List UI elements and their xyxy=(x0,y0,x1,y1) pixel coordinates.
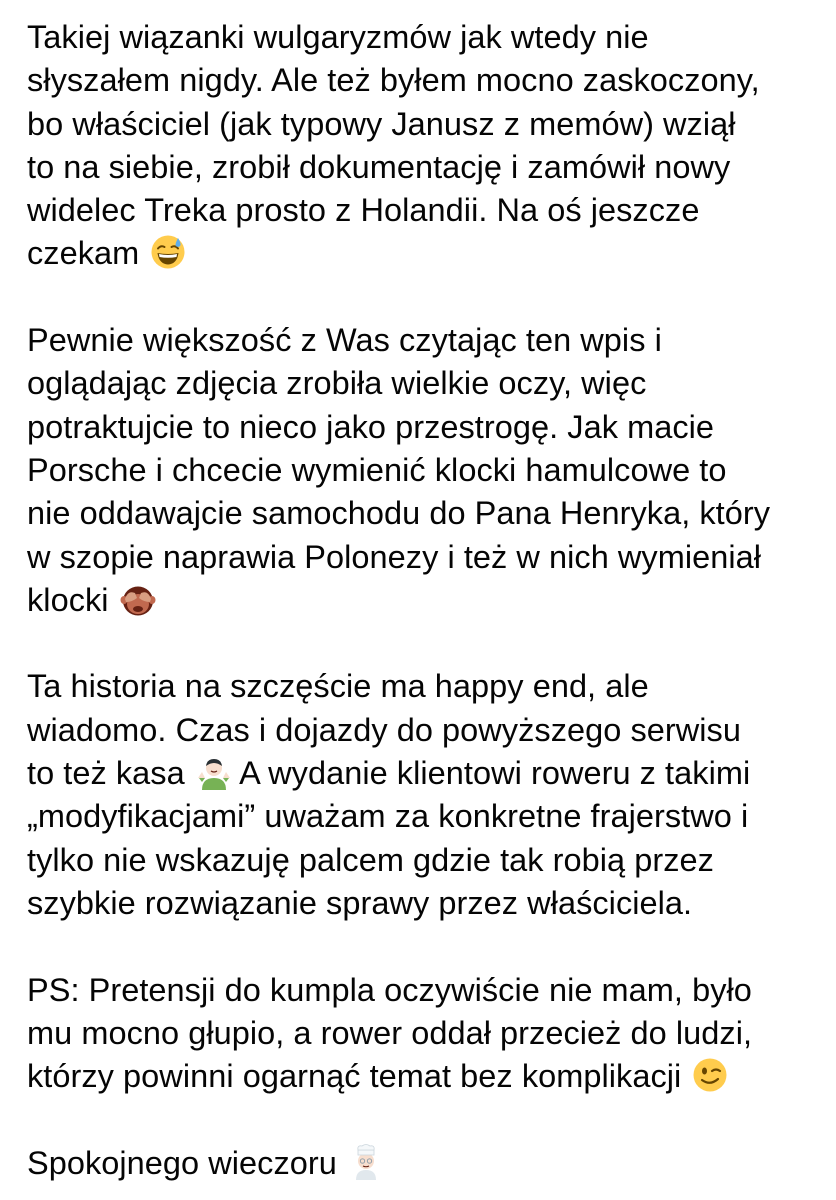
post-body xyxy=(27,16,827,1185)
paragraph-1 xyxy=(27,16,827,276)
text-line: w szopie naprawia Polonezy i też w nich wymieniał xyxy=(27,538,762,575)
winking-face-emoji xyxy=(692,1057,728,1093)
text-line: „modyfikacjami” uważam za konkretne frajerstwo i xyxy=(27,798,749,835)
text-line: PS: Pretensji do kumpla oczywiście nie mam, było xyxy=(27,971,752,1008)
text-line-with-emoji xyxy=(27,1142,827,1185)
paragraph-4 xyxy=(27,969,827,1099)
paragraph-2 xyxy=(27,319,827,622)
text-line: Ta historia na szczęście ma happy end, ale xyxy=(27,668,649,705)
text-line-with-emoji xyxy=(27,1055,827,1098)
text-line: bo właściciel (jak typowy Janusz z memów) wziął xyxy=(27,105,736,142)
text-line-with-emoji xyxy=(27,579,827,622)
text-line: tylko nie wskazuję palcem gdzie tak robią przez xyxy=(27,841,714,878)
text-line: szybkie rozwiązanie sprawy przez właściciela. xyxy=(27,884,693,921)
text-line: A wydanie klientowi roweru z takimi xyxy=(239,755,751,792)
see-no-evil-monkey-emoji xyxy=(120,581,156,617)
cook-emoji xyxy=(348,1144,384,1180)
text-line: którzy powinni ogarnąć temat bez komplikacji xyxy=(27,1058,682,1095)
text-line: oglądając zdjęcia zrobiła wielkie oczy, więc xyxy=(27,365,647,402)
text-line: mu mocno głupio, a rower oddał przecież do ludzi, xyxy=(27,1014,753,1051)
text-line: potraktujcie to nieco jako przestrogę. Jak macie xyxy=(27,408,715,445)
text-line: to na siebie, zrobił dokumentację i zamówił nowy xyxy=(27,148,731,185)
text-line: Pewnie większość z Was czytając ten wpis i xyxy=(27,322,662,359)
man-shrugging-emoji xyxy=(196,754,232,790)
text-line: to też kasa xyxy=(27,755,185,792)
text-line: klocki xyxy=(27,581,109,618)
text-line: widelec Treka prosto z Holandii. Na oś jeszcze xyxy=(27,192,700,229)
paragraph-3 xyxy=(27,665,827,925)
text-line: Porsche i chcecie wymienić klocki hamulcowe to xyxy=(27,451,727,488)
text-line: nie oddawajcie samochodu do Pana Henryka, który xyxy=(27,495,771,532)
text-line: wiadomo. Czas i dojazdy do powyższego serwisu xyxy=(27,711,741,748)
text-line: czekam xyxy=(27,235,140,272)
text-line-with-emoji xyxy=(27,752,827,795)
text-line: słyszałem nigdy. Ale też byłem mocno zaskoczony, xyxy=(27,62,760,99)
text-line-with-emoji xyxy=(27,232,827,275)
text-line: Spokojnego wieczoru xyxy=(27,1144,337,1181)
text-line: Takiej wiązanki wulgaryzmów jak wtedy nie xyxy=(27,19,649,55)
grinning-sweat-emoji xyxy=(150,234,186,270)
paragraph-5 xyxy=(27,1142,827,1185)
